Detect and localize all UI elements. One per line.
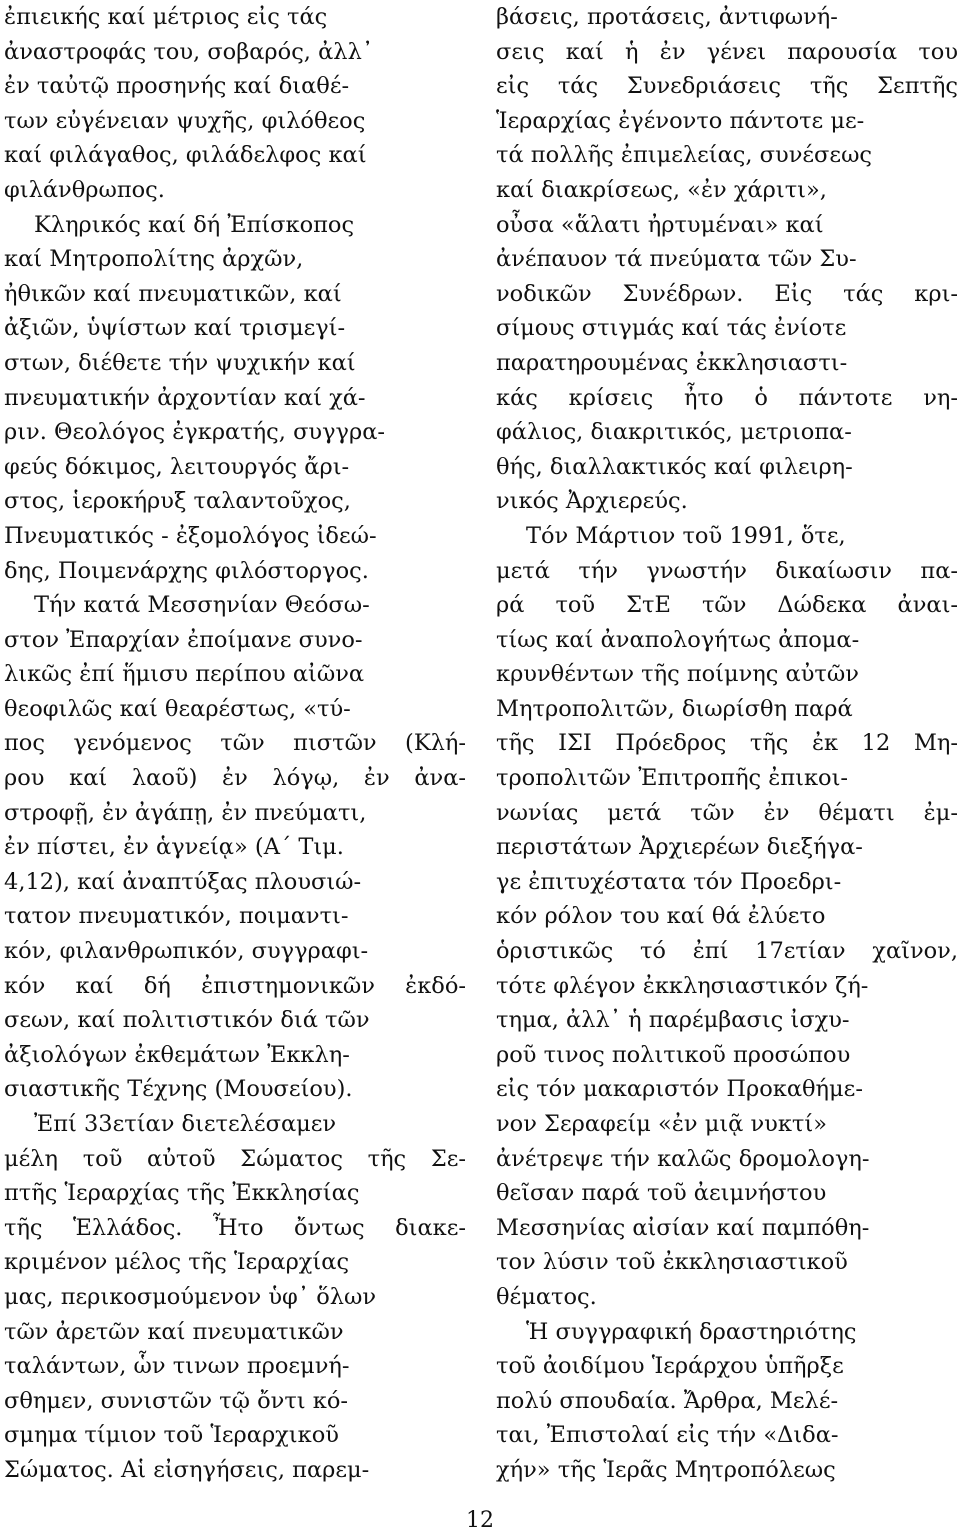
text-line: γε ἐπιτυχέστατα τόν Προεδρι- (496, 868, 842, 895)
text-line: Ἡ συγγραφική δραστηριότης (526, 1318, 857, 1345)
text-line: πνευματικήν ἀρχοντίαν καί χά- (4, 384, 366, 411)
text-line: ὁριστικῶς τό ἐπί 17ετίαν χαῖνον, (496, 938, 959, 965)
text-line: τῶν ἀρετῶν καί πνευματικῶν (4, 1318, 344, 1345)
text-line: σεις καί ἡ ἐν γένει παρουσία του (496, 38, 959, 65)
text-line: καί διακρίσεως, «ἐν χάριτι», (496, 176, 827, 203)
text-line: ἠθικῶν καί πνευματικῶν, καί (4, 280, 342, 307)
text-line: κόν ρόλον του καί θά ἐλύετο (496, 903, 826, 930)
text-line: σεων, καί πολιτιστικόν διά τῶν (4, 1007, 370, 1034)
text-line: κριμένον μέλος τῆς Ἱεραρχίας (4, 1249, 350, 1276)
text-line: ροῦ τινος πολιτικοῦ προσώπου (496, 1041, 851, 1068)
text-line: ἐν ταὐτῷ προσηνής καί διαθέ- (4, 73, 350, 100)
text-line: ταλάντων, ὧν τινων προεμνή- (4, 1353, 350, 1380)
text-line: τον λύσιν τοῦ ἐκκλησιαστικοῦ (496, 1249, 848, 1276)
text-line: σίμους στιγμάς καί τάς ἐνίοτε (496, 315, 847, 342)
text-line: ἀνέπαυον τά πνεύματα τῶν Συ- (496, 246, 857, 273)
text-line: Ἱεραρχίας ἐγένοντο πάντοτε με- (496, 107, 865, 134)
text-line: τά πολλῆς ἐπιμελείας, συνέσεως (496, 142, 873, 169)
right-text-column (496, 0, 958, 1488)
text-line: ρου καί λαοῦ) ἐν λόγῳ, ἐν ἀνα- (4, 765, 467, 792)
text-line: 4,12), καί ἀναπτύξας πλουσιώ- (4, 868, 362, 895)
text-line: Πνευματικός - ἐξομολόγος ἰδεώ- (4, 522, 377, 549)
text-line: πος γενόμενος τῶν πιστῶν (Κλή- (4, 730, 466, 757)
page-number: 12 (466, 1508, 494, 1533)
text-line: φιλάνθρωπος. (4, 176, 165, 203)
text-line: πολύ σπουδαία. Ἄρθρα, Μελέ- (496, 1387, 839, 1414)
text-line: τημα, ἀλλ᾿ ἡ παρέμβασις ἰσχυ- (496, 1007, 850, 1034)
text-line: χήν» τῆς Ἱερᾶς Μητροπόλεως (496, 1456, 836, 1483)
text-line: ριν. Θεολόγος ἐγκρατής, συγγρα- (4, 419, 386, 446)
text-line: τροπολιτῶν Ἐπιτροπῆς ἐπικοι- (496, 765, 849, 792)
text-line: ρά τοῦ ΣτΕ τῶν Δώδεκα ἀναι- (496, 592, 959, 619)
text-line: Κληρικός καί δή Ἐπίσκοπος (34, 211, 355, 238)
text-line: ἐν πίστει, ἐν ἁγνείᾳ» (Α΄ Τιμ. (4, 834, 344, 861)
text-line: τοῦ ἀοιδίμου Ἱεράρχου ὑπῆρξε (496, 1353, 844, 1380)
text-line: θής, διαλλακτικός καί φιλειρη- (496, 453, 853, 480)
text-line: παρατηρουμένας ἐκκλησιαστι- (496, 349, 848, 376)
text-line: Μητροπολιτῶν, διωρίσθη παρά (496, 695, 853, 722)
text-line: τίως καί ἀναπολογήτως ἀπομα- (496, 626, 860, 653)
text-line: ἀξιολόγων ἐκθεμάτων Ἐκκλη- (4, 1041, 350, 1068)
text-line: ἀνέτρεψε τήν καλῶς δρομολογη- (496, 1145, 870, 1172)
text-line: οὖσα «ἅλατι ἠρτυμέναι» καί (496, 211, 824, 238)
text-line: πτῆς Ἱεραρχίας τῆς Ἐκκλησίας (4, 1180, 360, 1207)
text-line: καί φιλάγαθος, φιλάδελφος καί (4, 142, 367, 169)
text-line: νον Σεραφείμ «ἐν μιᾷ νυκτί» (496, 1111, 827, 1137)
text-line: νωνίας μετά τῶν ἐν θέματι ἐμ- (496, 799, 958, 826)
text-line: θέματος. (496, 1283, 597, 1310)
text-line: κόν καί δή ἐπιστημονικῶν ἐκδό- (4, 972, 466, 999)
text-line: φεύς δόκιμος, λειτουργός ἄρι- (4, 453, 350, 480)
text-line: καί Μητροπολίτης ἀρχῶν, (4, 246, 304, 273)
text-line: Ἐπί 33ετίαν διετελέσαμεν (34, 1111, 337, 1137)
text-line: Τήν κατά Μεσσηνίαν Θεόσω- (34, 592, 370, 619)
text-line: νοδικῶν Συνέδρων. Εἰς τάς κρι- (496, 280, 959, 307)
text-line: εἰς τάς Συνεδριάσεις τῆς Σεπτῆς (496, 73, 959, 100)
text-line: εἰς τόν μακαριστόν Προκαθήμε- (496, 1076, 863, 1103)
text-line: σμημα τίμιον τοῦ Ἱεραρχικοῦ (4, 1422, 339, 1449)
text-line: σθημεν, συνιστῶν τῷ ὄντι κό- (4, 1387, 348, 1414)
text-line: τῆς ΙΣΙ Πρόεδρος τῆς ἐκ 12 Μη- (496, 730, 958, 757)
text-line: κόν, φιλανθρωπικόν, συγγραφι- (4, 938, 369, 965)
text-line: Μεσσηνίας αἰσίαν καί παμπόθη- (496, 1214, 870, 1241)
text-line: δης, Ποιμενάρχης φιλόστοργος. (4, 557, 369, 584)
text-line: ἀναστροφάς του, σοβαρός, ἀλλ᾿ (4, 38, 374, 65)
text-line: στροφῇ, ἐν ἀγάπῃ, ἐν πνεύματι, (4, 799, 367, 826)
text-line: Τόν Μάρτιον τοῦ 1991, ὅτε, (526, 522, 846, 549)
text-line: στον Ἐπαρχίαν ἐποίμανε συνο- (4, 626, 363, 653)
text-line: ἐπιεικής καί μέτριος εἰς τάς (4, 4, 328, 30)
text-line: μέλη τοῦ αὐτοῦ Σώματος τῆς Σε- (4, 1145, 467, 1172)
text-line: των εὐγένειαν ψυχῆς, φιλόθεος (4, 107, 366, 134)
text-line: τῆς Ἑλλάδος. Ἦτο ὄντως διακε- (4, 1214, 466, 1241)
text-line: θεοφιλῶς καί θεαρέστως, «τύ- (4, 695, 351, 722)
text-line: περιστάτων Ἀρχιερέων διεξήγα- (496, 834, 863, 861)
text-line: μας, περικοσμούμενον ὑφ᾿ ὅλων (4, 1283, 377, 1310)
text-line: Σώματος. Αἱ εἰσηγήσεις, παρεμ- (4, 1456, 370, 1483)
text-line: νικός Ἀρχιερεύς. (496, 488, 688, 515)
text-line: λικῶς ἐπί ἥμισυ περίπου αἰῶνα (4, 661, 365, 688)
text-line: στων, διέθετε τήν ψυχικήν καί (4, 349, 356, 376)
text-line: κάς κρίσεις ἦτο ὁ πάντοτε νη- (496, 384, 959, 411)
text-line: μετά τήν γνωστήν δικαίωσιν πα- (496, 557, 959, 584)
text-line: φάλιος, διακριτικός, μετριοπα- (496, 419, 852, 446)
text-line: βάσεις, προτάσεις, ἀντιφωνή- (496, 4, 838, 30)
text-line: στος, ἱεροκήρυξ ταλαντοῦχος, (4, 488, 351, 515)
text-line: σιαστικῆς Τέχνης (Μουσείου). (4, 1076, 353, 1103)
left-text-column (4, 0, 466, 1488)
text-line: τότε φλέγον ἐκκλησιαστικόν ζή- (496, 972, 869, 999)
text-line: τατον πνευματικόν, ποιμαντι- (4, 903, 349, 930)
text-line: ται, Ἐπιστολαί εἰς τήν «Διδα- (496, 1422, 839, 1449)
text-line: ἀξιῶν, ὑψίστων καί τρισμεγί- (4, 315, 346, 342)
text-line: θεῖσαν παρά τοῦ ἀειμνήστου (496, 1180, 827, 1207)
text-line: κρυνθέντων τῆς ποίμνης αὐτῶν (496, 661, 859, 688)
